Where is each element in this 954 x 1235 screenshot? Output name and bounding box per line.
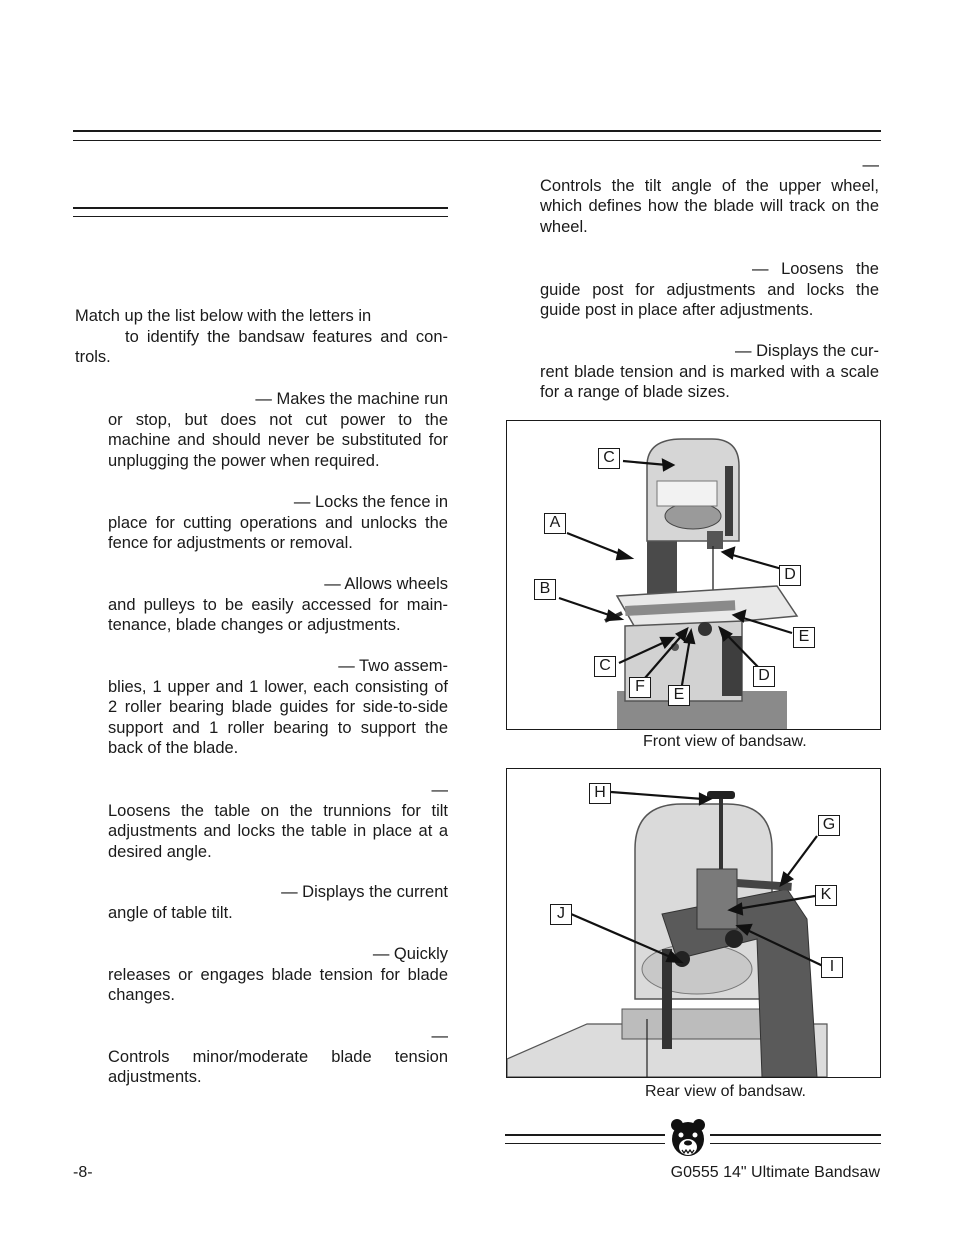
- feature-item-10-line: guide post for adjustments and locks the: [540, 280, 879, 299]
- feature-item-6: [108, 882, 448, 923]
- feature-item-9-line: Controls the tilt angle of the upper wheel,: [540, 176, 879, 195]
- feature-item-8: [108, 1026, 448, 1088]
- feature-item-11-line: for a range of blade sizes.: [540, 383, 730, 402]
- callout-label-c-bottom: C: [594, 656, 616, 677]
- feature-item-9-lead: —: [862, 156, 879, 174]
- intro-paragraph: [75, 306, 448, 368]
- feature-item-2-lead: — Locks the fence in: [293, 493, 448, 511]
- feature-item-10: [540, 259, 879, 321]
- feature-item-1-lead: — Makes the machine run: [255, 390, 448, 408]
- feature-item-1: [108, 389, 448, 471]
- feature-item-3-line: and pulleys to be easily accessed for main-: [108, 595, 448, 614]
- feature-item-4-line: blies, 1 upper and 1 lower, each consisting of: [108, 677, 448, 696]
- feature-item-7-line: releases or engages blade tension for blade: [108, 965, 448, 984]
- footer-rule-right-top: [710, 1134, 881, 1136]
- feature-item-8-line: Controls minor/moderate blade tension: [108, 1047, 448, 1066]
- section-rule-bottom: [73, 216, 448, 217]
- rear-view-photo: [506, 768, 881, 1078]
- footer-rule-right-bottom: [710, 1143, 881, 1144]
- feature-item-6-lead: — Displays the current: [281, 883, 448, 901]
- feature-item-10-lead: — Loosens the: [752, 260, 879, 278]
- feature-item-5-lead: —: [431, 781, 448, 799]
- feature-item-3-lead: — Allows wheels: [324, 575, 448, 593]
- feature-item-9-line: wheel.: [540, 217, 588, 236]
- feature-item-7-lead: — Quickly: [372, 945, 448, 963]
- intro-line-1: Match up the list below with the letters in: [75, 307, 372, 325]
- feature-item-5-line: adjustments and locks the table in place at a: [108, 822, 448, 841]
- feature-item-9-line: which defines how the blade will track on the: [540, 197, 879, 216]
- feature-item-4-line: 2 roller bearing blade guides for side-to-side: [108, 698, 448, 717]
- callout-label-c-top: C: [598, 448, 620, 469]
- feature-item-1-line: or stop, but does not cut power to the: [108, 410, 448, 429]
- feature-item-4-line: support and 1 roller bearing to support the: [108, 718, 448, 737]
- callout-label-f: F: [629, 677, 651, 698]
- feature-item-3-line: tenance, blade changes or adjustments.: [108, 616, 401, 635]
- feature-item-11-line: rent blade tension and is marked with a scale: [540, 362, 879, 381]
- header-rule-bottom: [73, 140, 881, 141]
- feature-item-2-line: fence for adjustments or removal.: [108, 534, 353, 553]
- feature-item-4-lead: — Two assem-: [338, 657, 448, 675]
- feature-item-5: [108, 780, 448, 862]
- feature-item-9: [540, 155, 879, 237]
- feature-item-1-line: machine and should never be substituted for: [108, 431, 448, 450]
- intro-line-2: to identify the bandsaw features and con-: [125, 327, 448, 346]
- feature-item-3: [108, 574, 448, 636]
- page-number: -8-: [73, 1164, 93, 1181]
- front-view-caption: Front view of bandsaw.: [643, 733, 807, 750]
- footer-title: G0555 14" Ultimate Bandsaw: [670, 1164, 880, 1181]
- feature-item-4: [108, 656, 448, 759]
- callout-label-j: J: [550, 904, 572, 925]
- feature-item-4-line: back of the blade.: [108, 739, 239, 758]
- callout-label-k: K: [815, 885, 837, 906]
- section-rule-top: [73, 207, 448, 209]
- header-rule-top: [73, 130, 881, 132]
- callout-label-e-right: E: [793, 627, 815, 648]
- callout-label-d-bottom: D: [753, 666, 775, 687]
- front-bandsaw-illustration: [507, 421, 880, 729]
- feature-item-5-line: desired angle.: [108, 842, 212, 861]
- callout-label-e-bottom: E: [668, 685, 690, 706]
- callout-label-a: A: [544, 513, 566, 534]
- feature-item-11-lead: — Displays the cur-: [735, 342, 879, 360]
- footer-rule-left-top: [505, 1134, 665, 1136]
- feature-item-8-line: adjustments.: [108, 1068, 202, 1087]
- feature-item-7: [108, 944, 448, 1006]
- callout-label-g: G: [818, 815, 840, 836]
- feature-item-2: [108, 492, 448, 554]
- feature-item-2-line: place for cutting operations and unlocks the: [108, 513, 448, 532]
- rear-view-caption: Rear view of bandsaw.: [645, 1083, 806, 1100]
- front-view-photo: [506, 420, 881, 730]
- callout-label-d-top: D: [779, 565, 801, 586]
- feature-item-1-line: unplugging the power when required.: [108, 451, 380, 470]
- callout-label-b: B: [534, 579, 556, 600]
- feature-item-6-line: angle of table tilt.: [108, 903, 233, 922]
- bear-head-logo-icon: [668, 1117, 708, 1159]
- feature-item-7-line: changes.: [108, 986, 175, 1005]
- intro-line-3: trols.: [75, 348, 111, 367]
- callout-label-h: H: [589, 783, 611, 804]
- feature-item-8-lead: —: [431, 1027, 448, 1045]
- feature-item-11: [540, 341, 879, 403]
- feature-item-10-line: guide post in place after adjustments.: [540, 301, 814, 320]
- feature-item-5-line: Loosens the table on the trunnions for tilt: [108, 801, 448, 820]
- footer-rule-left-bottom: [505, 1143, 665, 1144]
- callout-label-i: I: [821, 957, 843, 978]
